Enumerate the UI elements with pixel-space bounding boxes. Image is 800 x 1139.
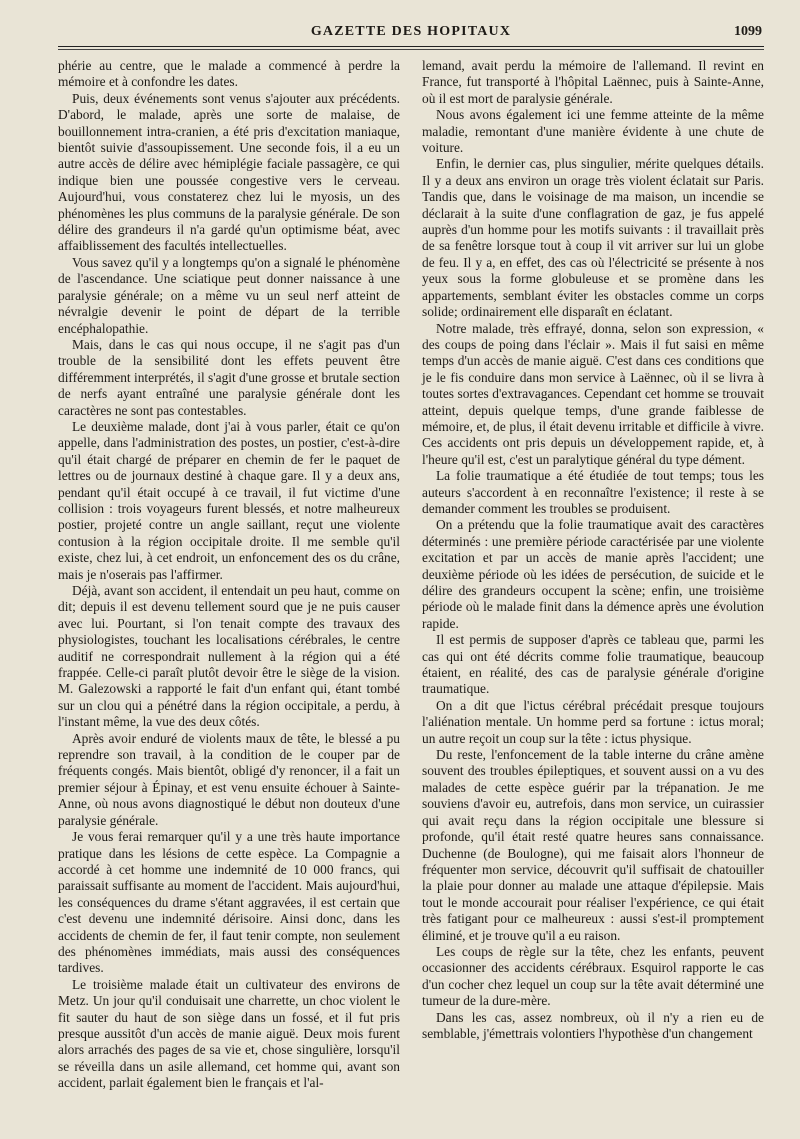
paragraph: On a prétendu que la folie traumatique avait des caractères déterminés : une première période caractérisée par une violente excitation et par un accès de manie après l'accident; une deuxième période où les idées de persécution, de suicide et le délire des grandeurs occupent la scène; enfin, une troisième période où le malade finit dans la démence après une évolution rapide. <box>422 517 764 631</box>
header-rule-thin <box>58 49 764 50</box>
journal-title: GAZETTE DES HOPITAUX <box>310 24 512 39</box>
paragraph: Déjà, avant son accident, il entendait un peu haut, comme on dit; depuis il est devenu tellement sourd que je ne puis causer avec lui. Pourtant, si l'on tenait compte des travaux des physiologistes, touchant les localisations cérébrales, le centre auditif ne correspondrait nullement à la région qui a été frappée. Celle-ci paraît plutôt devoir être le siège de la vision. M. Galezowski a rapporté le fait d'un enfant qui, étant tombé sur un clou qui a pénétré dans la région occipitale, a perdu, à l'instant même, la vue des deux côtés. <box>58 583 400 730</box>
paragraph: Le troisième malade était un cultivateur des environs de Metz. Un jour qu'il conduisait une charrette, un choc violent le fit sauter du haut de son siège dans un fossé, et il fut pris presque aussitôt d'un accès de manie aiguë. Deux mois furent alors arrachés des pages de sa vie et, chose singulière, lorsqu'il se réveilla dans un asile allemand, cet homme qui, avant son accident, parlait également bien le français et l'al- <box>58 976 400 1091</box>
text-columns <box>58 58 764 1092</box>
paragraph: Je vous ferai remarquer qu'il y a une très haute importance pratique dans les lésions de cette espèce. La Compagnie a accordé à cet homme une indemnité de 10 000 francs, qui paraissait suffisante au moment de l'accident. Mais aujourd'hui, les conséquences du drame s'étant aggravées, il est certain que c'est devenu une indemnité dérisoire. Ainsi donc, dans les accidents de chemin de fer, il faut tenir compte, non seulement des phénomènes immédiats, mais aussi des conséquences tardives. <box>58 829 400 976</box>
paragraph: La folie traumatique a été étudiée de tout temps; tous les auteurs s'accordent à en reconnaître l'existence; il reste à se demander comment les troubles se produisent. <box>422 468 764 516</box>
paragraph: Puis, deux événements sont venus s'ajouter aux précédents. D'abord, le malade, après une sorte de malaise, de bouillonnement intra-cranien, a été pris d'excitation maniaque, bientôt suivie d'assoupissement. Une seconde fois, il a eu un autre accès de délire avec hémiplégie faciale passagère, ce qui indique bien une poussée congestive vers le cerveau. Aujourd'hui, vous constaterez chez lui le myosis, un des phénomènes les plus communs de la paralysie générale. De son délire des grandeurs il n'a gardé qu'un optimisme béat, avec affaiblissement des facultés intellectuelles. <box>58 90 400 254</box>
paragraph: Dans les cas, assez nombreux, où il n'y a rien eu de semblable, j'émettrais volontiers l'hypothèse d'un changement <box>422 1009 764 1041</box>
paragraph: lemand, avait perdu la mémoire de l'allemand. Il revint en France, fut transporté à l'hôpital Laënnec, puis à Sainte-Anne, où il est mort de paralysie générale. <box>422 58 764 106</box>
paragraph: Vous savez qu'il y a longtemps qu'on a signalé le phénomène de l'ascendance. Une sciatique peut donner naissance à une paralysie générale; on a même vu un seul nerf atteint de névralgie devenir le point de départ de la terrible encéphalopathie. <box>58 254 400 336</box>
left-column <box>58 58 400 1092</box>
paragraph: Enfin, le dernier cas, plus singulier, mérite quelques détails. Il y a deux ans environ un orage très violent éclatait sur Paris. Tandis que, dans le voisinage de ma maison, un incendie se déclarait à la suite d'une conflagration de gaz, je fus appelé auprès d'un homme pour les motifs suivants : il travaillait près de sa fenêtre lorsque tout à coup il vit arriver sur lui un globe de feu. Il y a, en effet, des cas où l'électricité se présente à nos yeux sous la forme globuleuse et se promène dans les appartements, semblant éviter les obstacles comme un corps solide; ordinairement elle disparaît en éclatant. <box>422 156 764 320</box>
right-column <box>422 58 764 1092</box>
paragraph: Les coups de règle sur la tête, chez les enfants, peuvent occasionner des accidents cérébraux. Esquirol rapporte le cas d'un cocher chez lequel un coup sur la tête avait déterminé une tumeur de la dure-mère. <box>422 943 764 1009</box>
paragraph: Notre malade, très effrayé, donna, selon son expression, « des coups de poing dans l'éclair ». Mais il fut saisi en même temps d'un accès de manie aiguë. C'est dans ces conditions que je le fis conduire dans mon service à Laënnec, où il se livra à toutes sortes d'extravagances. Cependant cet homme se trouvait atteint, depuis quelque temps, d'une grande faiblesse de mémoire, et, de plus, il était devenu irritable et difficile à vivre. Ces accidents ont pris depuis un développement rapide, et, à l'heure qu'il est, c'est un paralytique général du type dément. <box>422 320 764 467</box>
paragraph: On a dit que l'ictus cérébral précédait presque toujours l'aliénation mentale. Un homme perd sa fortune : ictus moral; un autre reçoit un coup sur la tête : ictus physique. <box>422 697 764 746</box>
paragraph: Mais, dans le cas qui nous occupe, il ne s'agit pas d'un trouble de la sensibilité dont les effets peuvent être différemment interprétés, il s'agit d'une grosse et brutale section de nerfs ayant entraîné une paralysie générale dont les caractères ne sont pas contestables. <box>58 336 400 418</box>
paragraph: phérie au centre, que le malade a commencé à perdre la mémoire et à confondre les dates. <box>58 58 400 90</box>
paragraph: Du reste, l'enfoncement de la table interne du crâne amène souvent des troubles épileptiques, et souvent aussi on a vu des malades de cette espèce guérir par la trépanation. Je me souviens d'avoir eu, autrefois, dans mon service, un cuirassier qui avait reçu dans la région occipitale une blessure si profonde, qu'il était resté quatre heures sans connaissance. Duchenne (de Boulogne), qui me faisait alors l'honneur de fréquenter mon service, découvrit qu'il suffisait de chatouiller la plaie pour donner au malade une attaque d'épilepsie. Mais tout le monde accourait pour réaliser l'expérience, ce qui était très fatigant pour ce malheureux : aussi s'est-il promptement éliminé, et je trouve qu'il a eu raison. <box>422 747 764 943</box>
paragraph: Il est permis de supposer d'après ce tableau que, parmi les cas qui ont été décrits comme folie traumatique, beaucoup étaient, en réalité, des cas de paralysie générale d'origine traumatique. <box>422 632 764 697</box>
paragraph: Le deuxième malade, dont j'ai à vous parler, était ce qu'on appelle, dans l'administration des postes, un postier, c'est-à-dire qu'il était chargé de préparer en chemin de fer le paquet de lettres ou de journaux destiné à chaque gare. Il y a deux ans, pendant qu'il était occupé à ce travail, il fut victime d'une collision : trois voyageurs furent blessés, et notre malheureux postier, projeté contre un angle saillant, reçut une violente contusion à la région occipitale droite. Il me semble qu'il existe, chez lui, à cet endroit, un enfoncement des os du crâne, mais je n'oserais pas l'affirmer. <box>58 418 400 582</box>
paragraph: Après avoir enduré de violents maux de tête, le blessé a pu reprendre son travail, à la condition de le couper par de fréquents congés. Mais bientôt, obligé d'y renoncer, il a fait un premier séjour à Épinay, et est venu ensuite échouer à Sainte-Anne, où nous avons diagnostiqué le début non douteux d'une paralysie générale. <box>58 730 400 828</box>
page-header <box>58 20 764 42</box>
header-rule-thick <box>58 46 764 47</box>
paragraph: Nous avons également ici une femme atteinte de la même maladie, remontant d'une manière évidente à une chute de voiture. <box>422 107 764 156</box>
page-number: 1099 <box>734 24 762 39</box>
